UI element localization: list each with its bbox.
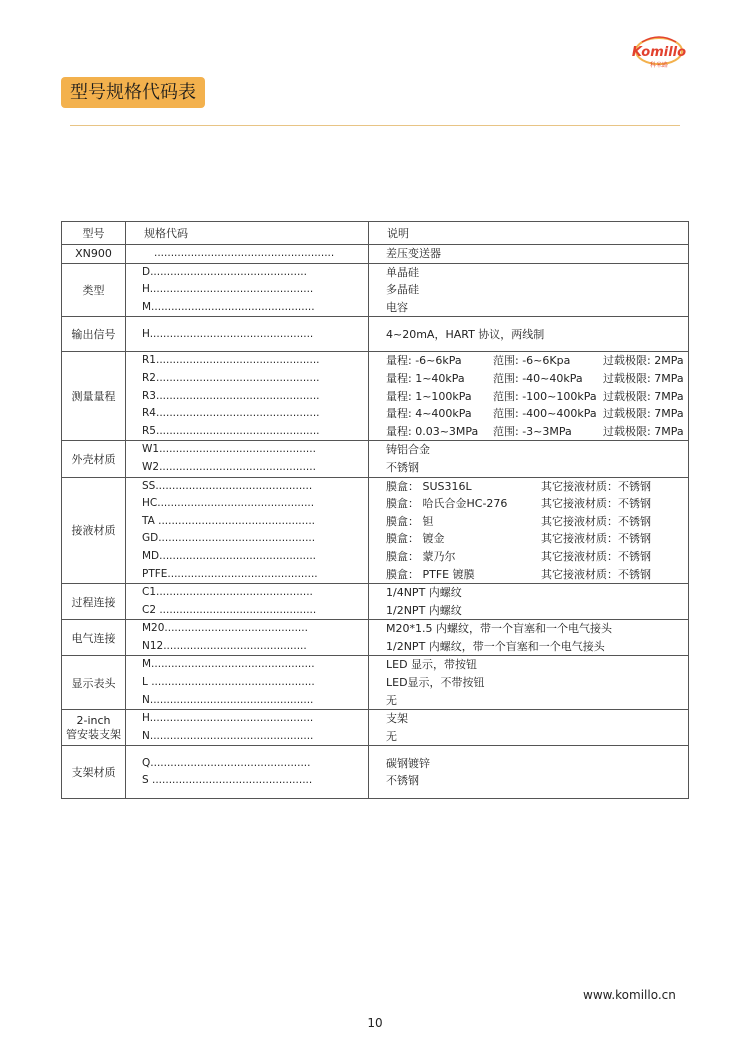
desc-item: 不锈钢 xyxy=(386,460,419,474)
row-label: 电气连接 xyxy=(62,620,126,656)
row-label: 2-inch 管安装支架 xyxy=(62,710,126,746)
code-item: R3................................................. xyxy=(142,389,320,402)
desc-item: 1/2NPT 内螺纹，带一个盲塞和一个电气接头 xyxy=(386,639,605,653)
wetted-spec-row: 膜盒： 哈氏合金HC-276 其它接液材质：不锈钢 xyxy=(386,497,651,511)
code-item: L ................................................. xyxy=(142,676,315,689)
row-label: 支架材质 xyxy=(62,746,126,799)
code-item: R4................................................. xyxy=(142,407,320,420)
row-label: 外壳材质 xyxy=(62,441,126,477)
table-row-bracket-material xyxy=(62,746,689,799)
code-item: PTFE............................................. xyxy=(142,567,318,580)
code-item: H................................................. xyxy=(142,283,314,296)
range-spec-row: 量程: 4~400kPa 范围: -400~400kPa 过载极限: 7MPa xyxy=(386,407,684,421)
wetted-spec-row: 膜盒： 蒙乃尔 其它接液材质：不锈钢 xyxy=(386,549,651,563)
row-label: 接液材质 xyxy=(62,477,126,584)
row-label: 显示表头 xyxy=(62,656,126,710)
code-item: HC............................................... xyxy=(142,497,315,510)
code-item: MD............................................... xyxy=(142,549,317,562)
desc-item: 铸铝合金 xyxy=(386,443,430,457)
row-label: XN900 xyxy=(62,245,126,264)
wetted-spec-row: 膜盒： PTFE 镀膜 其它接液材质：不锈钢 xyxy=(386,567,651,581)
code-item: R5................................................. xyxy=(142,424,320,437)
code-item: R2................................................. xyxy=(142,371,320,384)
table-row-bracket xyxy=(62,710,689,746)
table-row-process xyxy=(62,584,689,620)
page-number: 10 xyxy=(367,1016,383,1030)
table-row-model xyxy=(62,245,689,264)
code-dots: ...................................................... xyxy=(154,247,335,259)
table-row-display xyxy=(62,656,689,710)
code-item: D............................................... xyxy=(142,265,307,278)
desc-item: 1/4NPT 内螺纹 xyxy=(386,586,462,600)
code-item: H................................................. xyxy=(142,327,314,340)
header-code: 规格代码 xyxy=(126,222,369,245)
page-title: 型号规格代码表 xyxy=(61,77,205,108)
table-row-electrical xyxy=(62,620,689,656)
code-item: C1............................................... xyxy=(142,586,313,599)
code-item: H................................................. xyxy=(142,712,314,725)
desc-item: 单晶硅 xyxy=(386,265,419,279)
wetted-spec-row: 膜盒： SUS316L 其它接液材质：不锈钢 xyxy=(386,479,651,493)
title-divider xyxy=(70,125,680,126)
range-spec-row: 量程: -6~6kPa 范围: -6~6Kpa 过载极限: 2MPa xyxy=(386,354,684,368)
header-description: 说明 xyxy=(369,222,689,245)
table-row-range xyxy=(62,352,689,441)
table-row-type xyxy=(62,263,689,317)
header-model: 型号 xyxy=(62,222,126,245)
desc-item: 支架 xyxy=(386,712,408,726)
code-item: R1................................................. xyxy=(142,354,320,367)
row-label: 过程连接 xyxy=(62,584,126,620)
code-item: W1............................................... xyxy=(142,443,316,456)
komillo-logo xyxy=(628,34,690,70)
table-row-housing xyxy=(62,441,689,477)
code-item: C2 ............................................... xyxy=(142,603,317,616)
code-item: SS............................................... xyxy=(142,479,313,492)
code-item: Q................................................ xyxy=(142,756,311,769)
table-row-wetted xyxy=(62,477,689,584)
row-label: 测量量程 xyxy=(62,352,126,441)
range-spec-row: 量程: 1~100kPa 范围: -100~100kPa 过载极限: 7MPa xyxy=(386,389,684,403)
wetted-spec-row: 膜盒： 镀金 其它接液材质：不锈钢 xyxy=(386,532,651,546)
desc-item: 多晶硅 xyxy=(386,283,419,297)
svg-text:Komillo: Komillo xyxy=(631,45,687,60)
svg-text:科米路: 科米路 xyxy=(649,62,669,69)
desc-item: LED显示，不带按钮 xyxy=(386,676,485,690)
code-item: GD............................................... xyxy=(142,532,316,545)
range-spec-row: 量程: 1~40kPa 范围: -40~40kPa 过载极限: 7MPa xyxy=(386,371,684,385)
code-item: M................................................. xyxy=(142,658,315,671)
row-label: 输出信号 xyxy=(62,317,126,352)
code-item: M................................................. xyxy=(142,300,315,313)
wetted-spec-row: 膜盒： 钽 其它接液材质：不锈钢 xyxy=(386,514,651,528)
desc-item: M20*1.5 内螺纹，带一个盲塞和一个电气接头 xyxy=(386,622,612,636)
code-item: N12........................................... xyxy=(142,639,307,652)
footer-website-link[interactable]: www.komillo.cn xyxy=(583,988,676,1002)
desc-item: LED 显示，带按钮 xyxy=(386,658,478,672)
range-spec-row: 量程: 0.03~3MPa 范围: -3~3MPa 过载极限: 7MPa xyxy=(386,424,684,438)
code-item: TA ............................................... xyxy=(142,514,315,527)
table-row-output xyxy=(62,317,689,352)
desc-item: 不锈钢 xyxy=(386,774,419,788)
code-item: W2............................................... xyxy=(142,460,316,473)
desc-item: 无 xyxy=(386,729,397,743)
desc-item: 4~20mA，HART 协议，两线制 xyxy=(386,327,545,341)
row-label: 类型 xyxy=(62,263,126,317)
desc-item: 无 xyxy=(386,693,397,707)
desc-item: 碳钢镀锌 xyxy=(386,756,430,770)
code-item: S ................................................ xyxy=(142,774,313,787)
code-item: M20........................................... xyxy=(142,622,308,635)
table-header-row xyxy=(62,222,689,245)
desc-item: 1/2NPT 内螺纹 xyxy=(386,603,462,617)
row-desc: 差压变送器 xyxy=(386,247,441,260)
code-item: N................................................. xyxy=(142,693,314,706)
code-item: N................................................. xyxy=(142,729,314,742)
model-spec-table xyxy=(61,221,689,799)
desc-item: 电容 xyxy=(386,300,408,314)
